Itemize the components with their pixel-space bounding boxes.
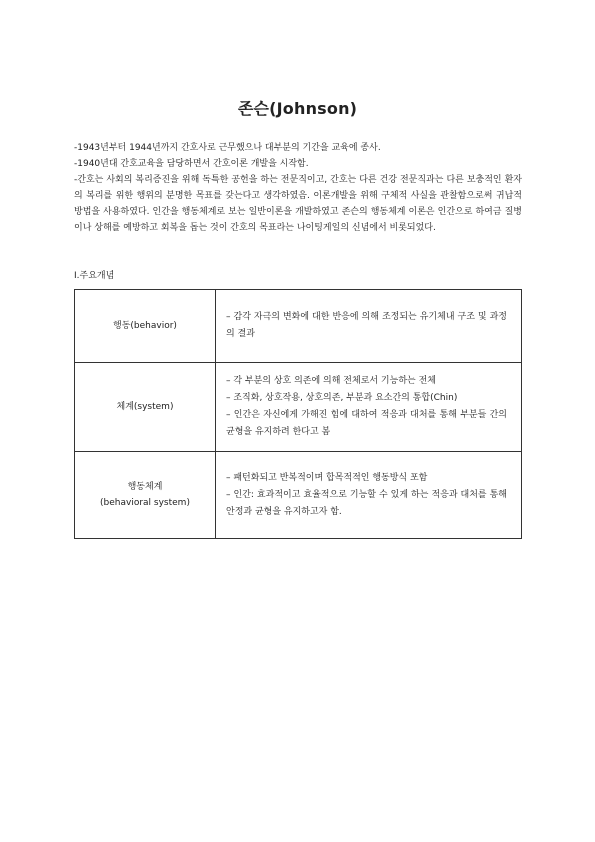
section-heading: Ⅰ.주요개념: [74, 271, 115, 281]
term-cell: [75, 363, 216, 452]
term-label: 행동(behavior): [113, 321, 177, 331]
description-line: – 각 부분의 상호 의존에 의해 전체로서 기능하는 전체: [226, 376, 436, 386]
description-cell: [216, 363, 522, 452]
description-cell: [216, 290, 522, 363]
intro-paragraph-3: -간호는 사회의 복리증진을 위해 독특한 공헌을 하는 전문직이고, 간호는 다른 건강 전문직과는 다른 보충적인 환자의 복리를 위한 행위의 분명한 목표를 갖는다고 생각하였음. 이론개발을 위해 구체적 사실을 관찰함으로써 귀납적 방법을 사용하였다. 인간을 행동체계로 보는 일반이론을 개발하였고 존슨의 행동체계 이론은 인간으로 하여금 질병이나 상해를 예방하고 회복을 돕는 것이 간호의 목표라는 나이팅게일의 신념에서 비롯되었다.: [74, 175, 522, 233]
term-cell: [75, 452, 216, 539]
intro-paragraph-2: -1940년대 간호교육을 담당하면서 간호이론 개발을 시작함.: [74, 159, 309, 169]
intro-text: [74, 140, 522, 236]
table-row: [75, 363, 522, 452]
term-cell: [75, 290, 216, 363]
description-line: – 인간: 효과적이고 효율적으로 기능할 수 있게 하는 적응과 대처를 통해 안정과 균형을 유지하고자 함.: [226, 489, 507, 517]
description-line: – 패턴화되고 반복적이며 합목적적인 행동방식 포함: [226, 472, 428, 483]
description-line: – 조직화, 상호작용, 상호의존, 부분과 요소간의 통합(Chin): [226, 393, 458, 403]
description-line: – 감각 자극의 변화에 대한 반응에 의해 조정되는 유기체내 구조 및 과정의 결과: [226, 312, 507, 339]
table-row: [75, 452, 522, 539]
term-sublabel: (behavioral system): [100, 498, 190, 508]
term-label: 행동체계: [127, 482, 163, 492]
intro-paragraph-1: -1943년부터 1944년까지 간호사로 근무했으나 대부분의 기간을 교육에 종사.: [74, 143, 381, 153]
page-title: 존슨(Johnson): [237, 99, 358, 118]
description-line: – 인간은 자신에게 가해진 힘에 대하여 적응과 대처를 통해 부분들 간의 균형을 유지하려 한다고 봄: [226, 410, 507, 437]
table-row: [75, 290, 522, 363]
term-label: 체계(system): [116, 402, 174, 412]
concept-table: [74, 289, 522, 539]
description-cell: [216, 452, 522, 539]
